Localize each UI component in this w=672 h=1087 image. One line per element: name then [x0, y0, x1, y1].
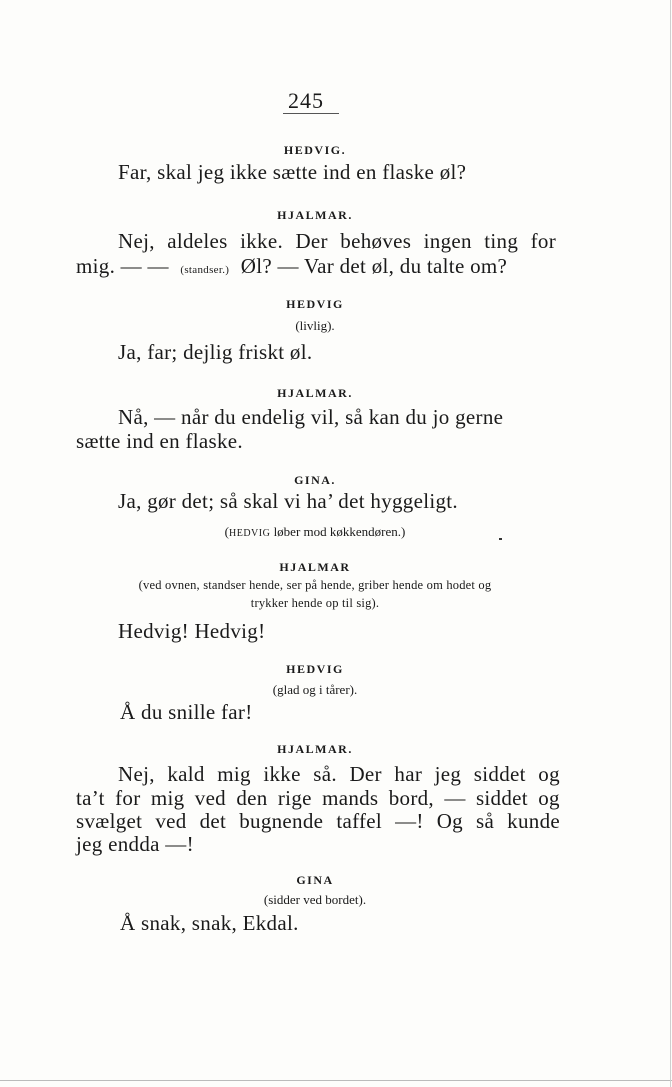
speaker-name: GINA	[296, 873, 334, 887]
word: ingen	[423, 229, 472, 253]
dialogue-line	[76, 809, 560, 834]
stage-direction: trykker hende op til sig).	[250, 596, 380, 610]
word: ikke	[263, 762, 301, 786]
word: Og	[436, 809, 463, 833]
dialogue-line	[76, 786, 560, 811]
word: Nej,	[118, 762, 155, 786]
word: jeg	[434, 762, 462, 786]
page-bottom-edge	[0, 1080, 672, 1081]
word: bugnende	[239, 809, 324, 833]
dialogue-line	[76, 254, 507, 279]
word: for	[115, 786, 141, 810]
word: mig	[150, 786, 185, 810]
word: ikke.	[240, 229, 283, 253]
word: og	[538, 762, 560, 786]
word: svælget	[76, 809, 143, 833]
word: —	[444, 786, 466, 810]
word: ting	[484, 229, 519, 253]
dialogue-line: Ja, gør det; så skal vi ha’ det hyggeligt.	[118, 489, 458, 513]
word: Nej,	[118, 229, 155, 253]
dialogue-line: Far, skal jeg ikke sætte ind en flaske øl?	[118, 160, 467, 184]
word: ved	[194, 786, 226, 810]
speaker-name: GINA.	[294, 473, 336, 487]
word: ved	[155, 809, 187, 833]
dialogue-fragment: mig. — —	[76, 254, 169, 278]
stage-direction: (glad og i tårer).	[272, 682, 358, 697]
dialogue-line: jeg endda —!	[76, 832, 194, 856]
stage-direction-text: løber mod køkkendøren.)	[273, 524, 406, 539]
stage-direction: (livlig).	[295, 318, 335, 333]
stage-direction-name: HEDVIG	[228, 528, 271, 539]
word: mands	[322, 786, 379, 810]
speaker-name: HJALMAR	[279, 560, 351, 574]
word: rige	[277, 786, 312, 810]
word: den	[236, 786, 268, 810]
stage-direction-inline: (standser.)	[180, 264, 230, 276]
word: aldeles	[167, 229, 228, 253]
dialogue-line	[118, 762, 560, 787]
speaker-name: HEDVIG	[286, 297, 344, 311]
dialogue-line: Å snak, snak, Ekdal.	[120, 911, 299, 935]
dialogue-line: sætte ind en flaske.	[76, 429, 243, 453]
ink-speck	[499, 538, 502, 540]
speaker-name: HEDVIG	[286, 662, 344, 676]
word: Der	[295, 229, 328, 253]
speaker-name: HJALMAR.	[277, 386, 353, 400]
page-right-edge	[670, 0, 671, 1087]
dialogue-line	[118, 229, 556, 254]
word: kunde	[507, 809, 560, 833]
stage-direction: (sidder ved bordet).	[263, 892, 367, 907]
word: —!	[395, 809, 424, 833]
dialogue-line: Hedvig! Hedvig!	[118, 619, 266, 643]
word: behøves	[340, 229, 412, 253]
word: kald	[167, 762, 205, 786]
dialogue-line: Å du snille far!	[120, 700, 253, 724]
word: det	[199, 809, 227, 833]
dialogue-line: Nå, — når du endelig vil, så kan du jo gerne	[118, 405, 504, 429]
page-number-rule	[283, 113, 339, 114]
speaker-name: HEDVIG.	[283, 143, 347, 157]
word: har	[394, 762, 423, 786]
speaker-name: HJALMAR.	[277, 742, 353, 756]
dialogue-fragment: Øl? — Var det øl, du talte om?	[240, 254, 508, 278]
word: ta’t	[76, 786, 105, 810]
word: Der	[349, 762, 382, 786]
stage-direction: (ved ovnen, standser hende, ser på hende, griber hende om hodet og	[138, 578, 492, 592]
dialogue-line: Ja, far; dejlig friskt øl.	[118, 340, 313, 364]
word: siddet	[473, 762, 526, 786]
word: siddet	[475, 786, 528, 810]
word: bord,	[388, 786, 434, 810]
speaker-name: HJALMAR.	[277, 208, 353, 222]
word: så.	[313, 762, 337, 786]
word: og	[538, 786, 560, 810]
word: mig	[217, 762, 251, 786]
stage-direction: (HEDVIG løber mod køkkendøren.)	[224, 524, 406, 539]
word: for	[530, 229, 556, 253]
word: så	[476, 809, 495, 833]
page-number: 245	[288, 88, 324, 113]
word: taffel	[336, 809, 383, 833]
